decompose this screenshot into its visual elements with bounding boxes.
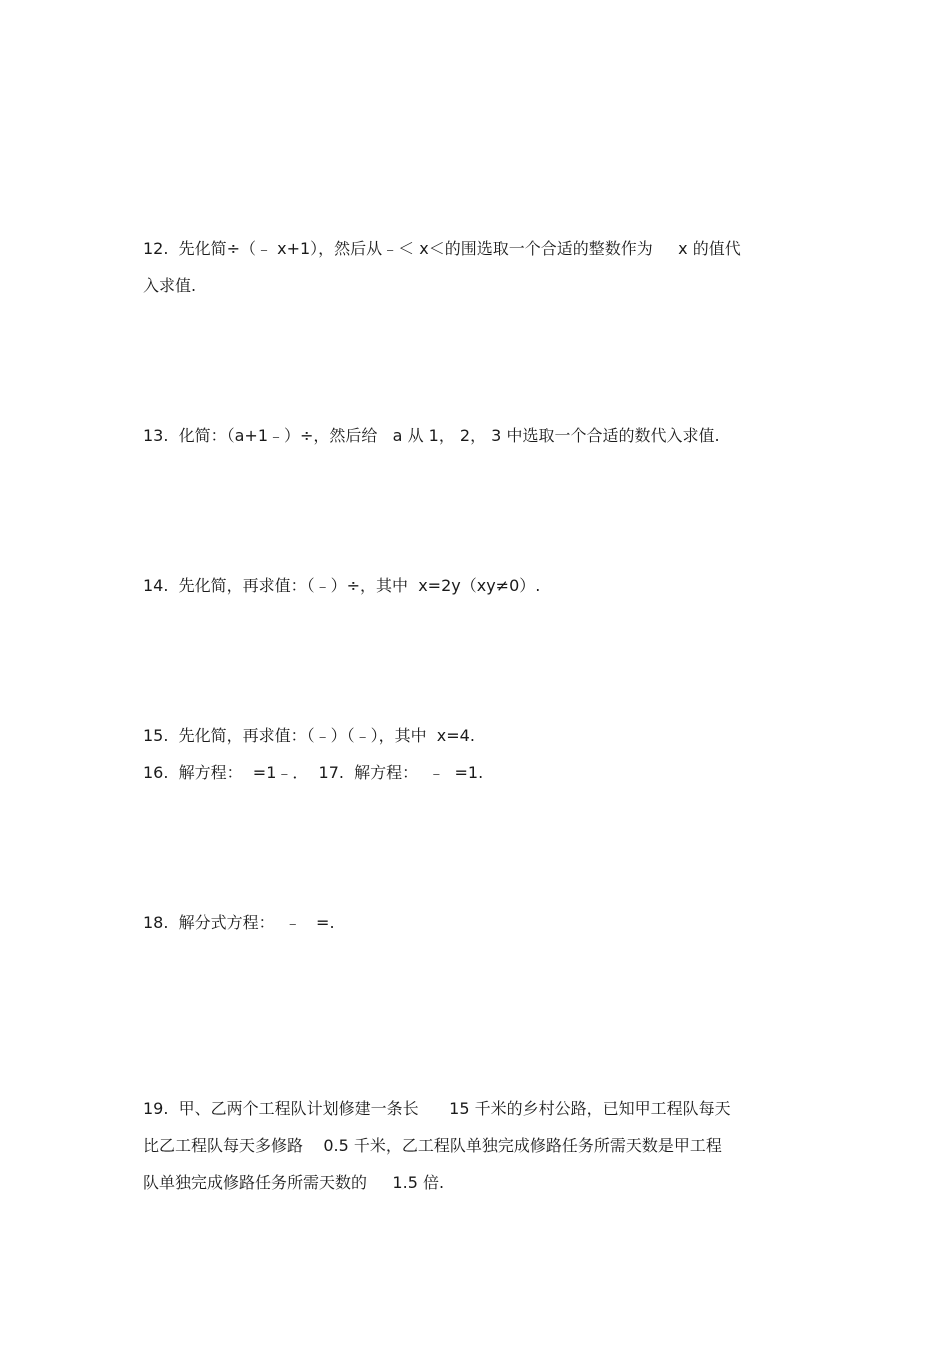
problem-16-17-line-1: 16. 解方程： =1﹣． 17. 解方程： ﹣ =1. bbox=[143, 763, 484, 782]
problem-12-line-1: 12. 先化简÷（﹣ x+1），然后从﹣＜ x＜的围选取一个合适的整数作为 x 的值代 bbox=[143, 239, 741, 258]
problem-18-line-1: 18. 解分式方程： ﹣ =. bbox=[143, 913, 335, 932]
problem-19-line-1: 19. 甲、乙两个工程队计划修建一条长 15 千米的乡村公路，已知甲工程队每天 bbox=[143, 1099, 731, 1118]
problem-12-line-2: 入求值. bbox=[143, 276, 197, 295]
problem-19-line-2: 比乙工程队每天多修路 0.5 千米，乙工程队单独完成修路任务所需天数是甲工程 bbox=[143, 1136, 722, 1155]
problem-14-line-1: 14. 先化简，再求值：（﹣）÷，其中 x=2y（xy≠0）. bbox=[143, 576, 541, 595]
problem-19-line-3: 队单独完成修路任务所需天数的 1.5 倍. bbox=[143, 1173, 445, 1192]
problem-13-line-1: 13. 化简：（a+1﹣）÷，然后给 a 从 1， 2， 3 中选取一个合适的数代入求值. bbox=[143, 426, 720, 445]
problem-15-line-1: 15. 先化简，再求值：（﹣）（﹣），其中 x=4. bbox=[143, 726, 475, 745]
